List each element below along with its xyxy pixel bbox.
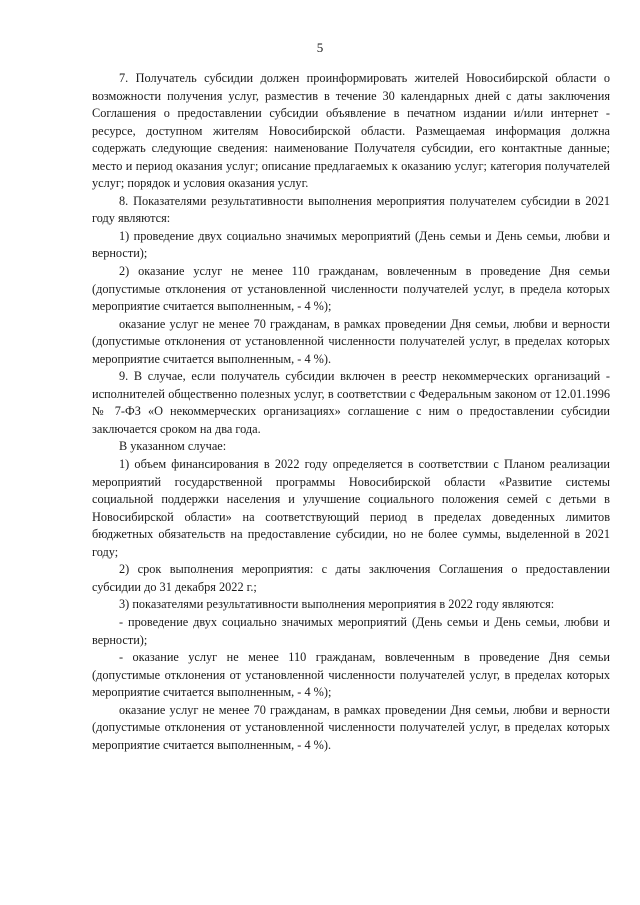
paragraph-item-9: 9. В случае, если получатель субсидии включен в реестр некоммерческих организаций - исполнителей общественно полезных услуг, в соответствии с Федеральным законом от 12.01.1996 № 7-ФЗ «О некоммерческих организациях» соглашение с ним о предоставлении субсидии заключается сроком на два года. <box>92 369 610 436</box>
paragraph-item-9-sub-3-cont: оказание услуг не менее 70 гражданам, в рамках проведении Дня семьи, любви и верности (допустимые отклонения от установленной численности получателей услуг, в пределах которых мероприятие считается выполненным, - 4 %). <box>92 702 610 752</box>
paragraph-item-7: 7. Получатель субсидии должен проинформировать жителей Новосибирской области о возможности получения услуг, разместив в течение 30 календарных дней с даты заключения Соглашения о предоставлении субсидии объявление в печатном издании и/или интернет - ресурсе, доступном жителям Новосибирской области. Размещаемая информация должна содержать следующие сведения: наименование Получателя субсидии, его контактные данные; место и период оказания услуг; описание предлагаемых к оказанию услуг; категория получателей услуг; порядок и условия оказания услуг. <box>92 71 610 191</box>
paragraph-item-9-sub-1: 1) объем финансирования в 2022 году определяется в соответствии с Планом реализации мероприятий государственной программы Новосибирской области «Развитие системы социальной поддержки населения и улучшение социального положения семей с детьми в Новосибирской области» на соответствующий период в пределах доведенных лимитов бюджетных обязательств на предоставление субсидии, но не более суммы, выделенной в 2021 году; <box>92 457 610 559</box>
paragraph-item-8: 8. Показателями результативности выполнения мероприятия получателем субсидии в 2021 году являются: <box>92 193 610 226</box>
paragraph-item-8-sub-2: 2) оказание услуг не менее 110 гражданам, вовлеченным в проведение Дня семьи (допустимые отклонения от установленной численности получателей услуг, в предела которых мероприятие считается выполненным, - 4 %); <box>92 264 610 314</box>
page-number: 5 <box>316 40 324 55</box>
paragraph-item-9-sub-3-dash-1: - проведение двух социально значимых мероприятий (День семьи и День семьи, любви и верности); <box>92 614 610 647</box>
paragraph-item-8-sub-1: 1) проведение двух социально значимых мероприятий (День семьи и День семьи, любви и верности); <box>92 228 610 261</box>
paragraph-item-8-sub-2-cont: оказание услуг не менее 70 гражданам, в рамках проведении Дня семьи, любви и верности (допустимые отклонения от установленной численности получателей услуг, в пределах которых мероприятие считается выполненным, - 4 %). <box>92 316 610 366</box>
paragraph-item-9-sub-2: 2) срок выполнения мероприятия: с даты заключения Соглашения о предоставлении субсидии до 31 декабря 2022 г.; <box>92 562 610 594</box>
document-body <box>92 70 610 754</box>
paragraph-item-9-sub-3-dash-2: - оказание услуг не менее 110 гражданам, вовлеченным в проведение Дня семьи (допустимые отклонения от установленной численности получателей услуг, в пределах которых мероприятие считается выполненным, - 4 %); <box>92 650 610 700</box>
paragraph-item-9-sub-3: 3) показателями результативности выполнения мероприятия в 2022 году являются: <box>119 597 555 612</box>
paragraph-in-this-case: В указанном случае: <box>119 439 227 454</box>
